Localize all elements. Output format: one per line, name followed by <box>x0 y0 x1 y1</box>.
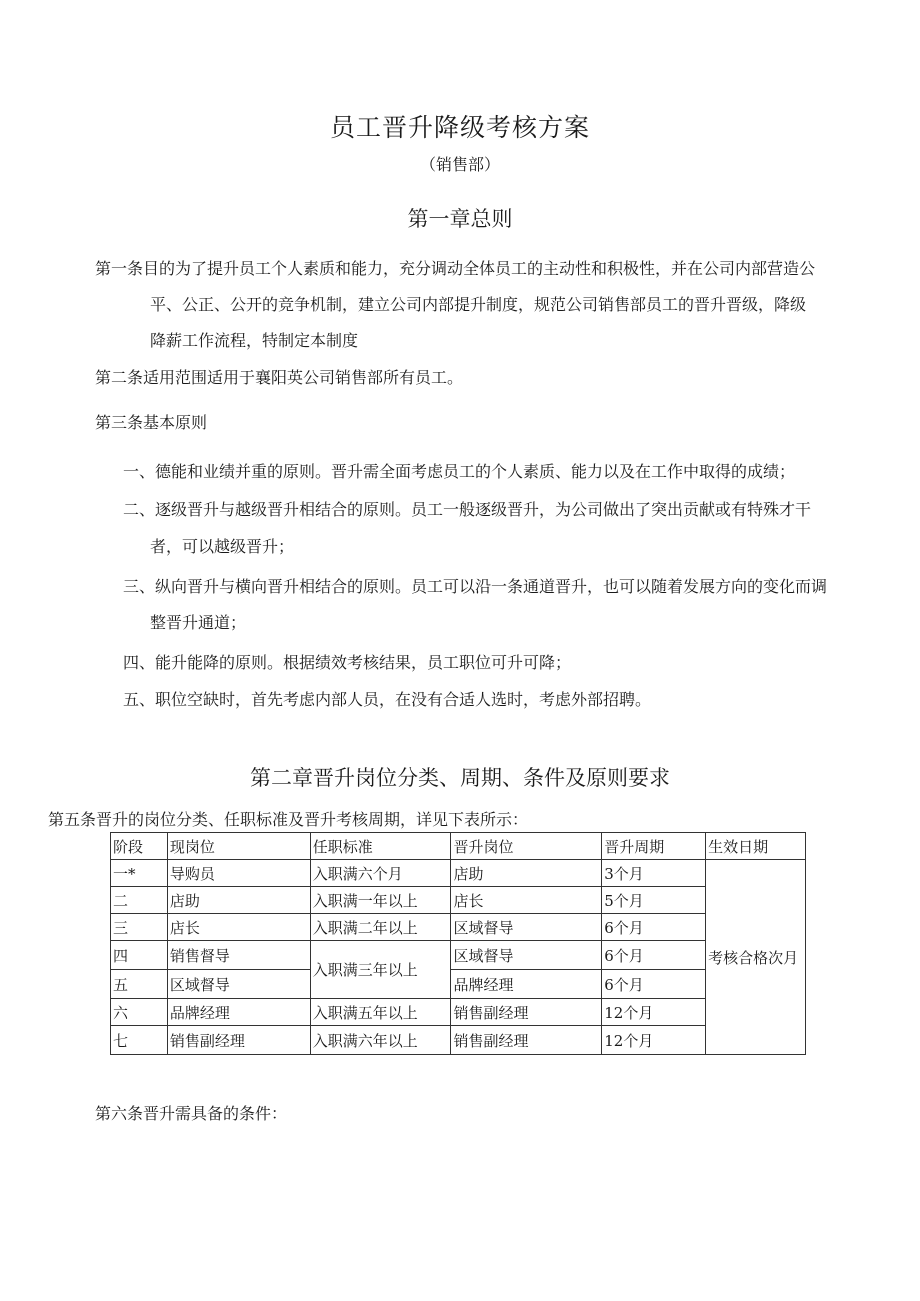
article-1-line-3: 降薪工作流程，特制定本制度 <box>150 331 359 350</box>
promotion-table <box>110 832 806 1055</box>
cell-stage: 四 <box>111 941 168 970</box>
table-row <box>111 1026 806 1055</box>
cell-cycle: 12个月 <box>602 1026 706 1055</box>
cell-stage: 三 <box>111 914 168 941</box>
table-row <box>111 914 806 941</box>
cell-cycle: 12个月 <box>602 999 706 1026</box>
cell-cycle: 6个月 <box>602 970 706 999</box>
cell-cycle: 5个月 <box>602 887 706 914</box>
chapter-2-heading: 第二章晋升岗位分类、周期、条件及原则要求 <box>250 766 670 790</box>
table-row <box>111 887 806 914</box>
article-5: 第五条晋升的岗位分类、任职标准及晋升考核周期，详见下表所示： <box>48 810 529 829</box>
principle-2-line-1: 二、逐级晋升与越级晋升相结合的原则。员工一般逐级晋升，为公司做出了突出贡献或有特殊才干 <box>123 500 812 519</box>
header-current-position: 现岗位 <box>167 833 310 860</box>
cell-target: 销售副经理 <box>451 1026 602 1055</box>
cell-standard: 入职满五年以上 <box>310 999 451 1026</box>
principle-5: 五、职位空缺时，首先考虑内部人员，在没有合适人选时，考虑外部招聘。 <box>123 690 652 709</box>
cell-stage: 六 <box>111 999 168 1026</box>
cell-current: 销售督导 <box>167 941 310 970</box>
table-row <box>111 941 806 970</box>
cell-target: 区域督导 <box>451 941 602 970</box>
principle-1: 一、德能和业绩并重的原则。晋升需全面考虑员工的个人素质、能力以及在工作中取得的成绩； <box>123 462 796 481</box>
cell-stage: 五 <box>111 970 168 999</box>
principle-3-line-2: 整晋升通道； <box>150 613 247 632</box>
header-cycle: 晋升周期 <box>602 833 706 860</box>
cell-current: 导购员 <box>167 860 310 887</box>
cell-cycle: 6个月 <box>602 941 706 970</box>
cell-stage: 七 <box>111 1026 168 1055</box>
table-row <box>111 999 806 1026</box>
cell-target: 区域督导 <box>451 914 602 941</box>
article-1-line-2: 平、公正、公开的竞争机制，建立公司内部提升制度，规范公司销售部员工的晋升晋级，降级 <box>150 295 807 314</box>
cell-standard: 入职满二年以上 <box>310 914 451 941</box>
principle-4: 四、能升能降的原则。根据绩效考核结果，员工职位可升可降； <box>123 653 572 672</box>
document-subtitle: （销售部） <box>419 155 500 174</box>
cell-current: 销售副经理 <box>167 1026 310 1055</box>
table-header-row <box>111 833 806 860</box>
article-2: 第二条适用范围适用于襄阳英公司销售部所有员工。 <box>95 368 464 387</box>
cell-cycle: 3个月 <box>602 860 706 887</box>
header-target-position: 晋升岗位 <box>451 833 602 860</box>
cell-effective-merged: 考核合格次月 <box>706 860 806 1055</box>
cell-target: 店长 <box>451 887 602 914</box>
cell-cycle: 6个月 <box>602 914 706 941</box>
principle-2-line-2: 者，可以越级晋升； <box>150 537 295 556</box>
article-3: 第三条基本原则 <box>95 413 208 432</box>
table-row <box>111 860 806 887</box>
cell-stage: 一* <box>111 860 168 887</box>
cell-standard-merged: 入职满三年以上 <box>310 941 451 999</box>
chapter-1-heading: 第一章总则 <box>407 207 513 231</box>
cell-current: 店助 <box>167 887 310 914</box>
cell-stage: 二 <box>111 887 168 914</box>
cell-current: 区域督导 <box>167 970 310 999</box>
cell-standard: 入职满六年以上 <box>310 1026 451 1055</box>
header-effective-date: 生效日期 <box>706 833 806 860</box>
header-standard: 任职标准 <box>310 833 451 860</box>
cell-target: 销售副经理 <box>451 999 602 1026</box>
document-title: 员工晋升降级考核方案 <box>329 113 590 142</box>
cell-target: 店助 <box>451 860 602 887</box>
cell-current: 店长 <box>167 914 310 941</box>
article-1-line-1: 第一条目的为了提升员工个人素质和能力，充分调动全体员工的主动性和积极性，并在公司内部营造公 <box>95 259 816 278</box>
principle-3-line-1: 三、纵向晋升与横向晋升相结合的原则。员工可以沿一条通道晋升，也可以随着发展方向的变化而调 <box>123 577 828 596</box>
header-stage: 阶段 <box>111 833 168 860</box>
cell-current: 品牌经理 <box>167 999 310 1026</box>
cell-target: 品牌经理 <box>451 970 602 999</box>
article-6: 第六条晋升需具备的条件： <box>95 1104 288 1123</box>
cell-standard: 入职满一年以上 <box>310 887 451 914</box>
table-row <box>111 970 806 999</box>
cell-standard: 入职满六个月 <box>310 860 451 887</box>
